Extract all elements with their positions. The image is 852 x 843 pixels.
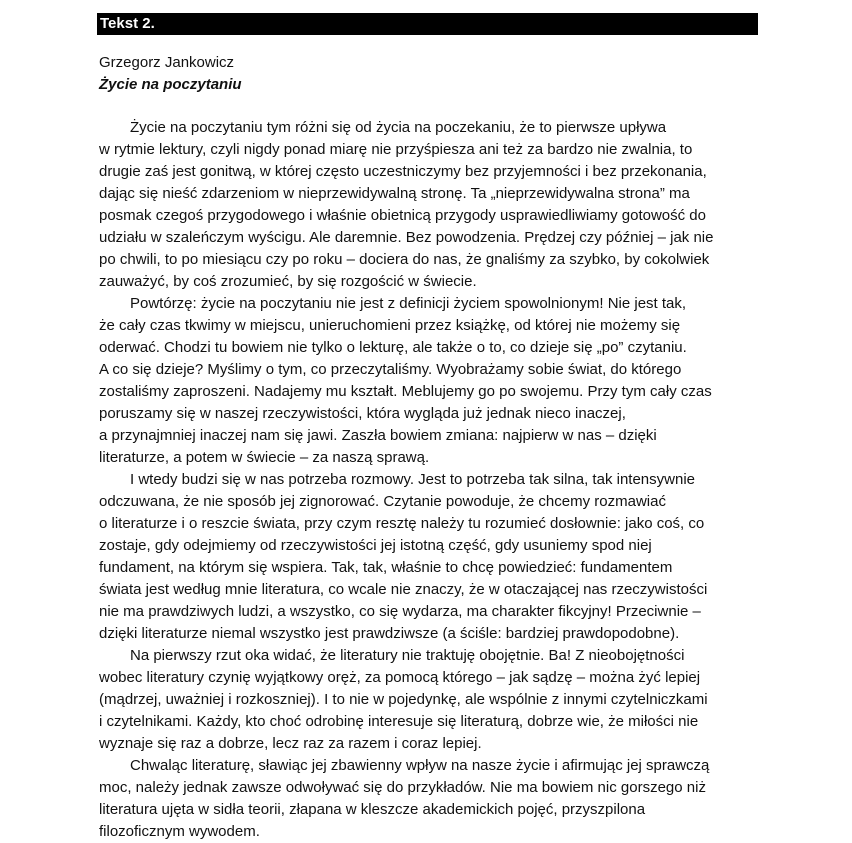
text-line: o literaturze i o reszcie świata, przy czym resztę należy tu rozumieć dosłownie: jako coś, co (99, 515, 705, 532)
text-line: dając się nieść zdarzeniom w nieprzewidywalną stronę. Ta „nieprzewidywalna strona” ma (99, 185, 690, 202)
text-line: udziału w szaleńczym wyścigu. Ale daremnie. Bez powodzenia. Prędzej czy później – jak nie (99, 229, 714, 246)
text-line: dzięki literaturze niemal wszystko jest prawdziwsze (a ściśle: bardziej prawdopodobne). (99, 625, 680, 642)
text-line: filozoficznym wywodem. (99, 823, 260, 840)
text-line: i czytelnikami. Każdy, kto choć odrobinę interesuje się literaturą, dobrze wie, że miłości nie (99, 713, 699, 730)
paragraph (99, 117, 759, 293)
essay-title: Życie na poczytaniu (99, 76, 242, 93)
text-line: świata jest według mnie literatura, co wcale nie znaczy, że w otaczającej nas rzeczywistości (99, 581, 708, 598)
text-line: posmak czegoś przygodowego i właśnie obietnicą przygody usprawiedliwiamy gotowość do (99, 207, 706, 224)
text-line: zostaje, gdy odejmiemy od rzeczywistości jej istotną część, gdy usuniemy spod niej (99, 537, 652, 554)
text-number-header (97, 13, 758, 35)
text-line: wobec literatury czynię wyjątkowy oręż, za pomocą którego – jak sądzę – można żyć lepiej (99, 669, 701, 686)
paragraph (99, 469, 759, 645)
text-line: a przynajmniej inaczej nam się jawi. Zaszła bowiem zmiana: najpierw w nas – dzięki (99, 427, 657, 444)
text-line: nie ma prawdziwych ludzi, a wszystko, co się wydarza, ma charakter fikcyjny! Przeciwnie – (99, 603, 701, 620)
text-line: w rytmie lektury, czyli nigdy ponad miarę nie przyśpiesza ani też za bardzo nie zwalnia, to (99, 141, 693, 158)
text-line: po chwili, to po miesiącu czy po roku – dociera do nas, że gnaliśmy za szybko, by cokolwiek (99, 251, 710, 268)
text-line: fundament, na którym się wspiera. Tak, tak, właśnie to chcę powiedzieć: fundamentem (99, 559, 673, 576)
text-line: A co się dzieje? Myślimy o tym, co przeczytaliśmy. Wyobrażamy sobie świat, do którego (99, 361, 682, 378)
text-line: Powtórzę: życie na poczytaniu nie jest z definicji życiem spowolnionym! Nie jest tak, (130, 295, 687, 312)
text-line: I wtedy budzi się w nas potrzeba rozmowy. Jest to potrzeba tak silna, tak intensywnie (130, 471, 695, 488)
text-line: zostaliśmy zaproszeni. Nadajemy mu kształt. Meblujemy go po swojemu. Przy tym cały czas (99, 383, 712, 400)
text-line: (mądrzej, uważniej i rozkoszniej). I to nie w pojedynkę, ale wspólnie z innymi czytelniczkami (99, 691, 708, 708)
text-line: drugie zaś jest gonitwą, w której często uczestniczymy bez przyjemności i bez przekonania, (99, 163, 707, 180)
text-line: moc, należy jednak zawsze odwoływać się do przykładów. Nie ma bowiem nic gorszego niż (99, 779, 706, 796)
paragraph (99, 293, 759, 469)
text-line: literatura ujęta w sidła teorii, złapana w kleszcze akademickich pojęć, przyszpilona (99, 801, 646, 818)
text-line: Na pierwszy rzut oka widać, że literatury nie traktuję obojętnie. Ba! Z nieobojętności (130, 647, 685, 664)
author-name: Grzegorz Jankowicz (99, 54, 235, 71)
text-line: Życie na poczytaniu tym różni się od życia na poczekaniu, że to pierwsze upływa (130, 119, 667, 136)
text-line: poruszamy się w naszej rzeczywistości, która wygląda już jednak nieco inaczej, (99, 405, 626, 422)
essay-body (99, 117, 759, 843)
text-line: oderwać. Chodzi tu bowiem nie tylko o lekturę, ale także o to, co dzieje się „po” czytaniu. (99, 339, 687, 356)
paragraph (99, 645, 759, 755)
text-line: Chwaląc literaturę, sławiąc jej zbawienny wpływ na nasze życie i afirmując jej sprawczą (130, 757, 710, 774)
text-line: że cały czas tkwimy w miejscu, unieruchomieni przez książkę, od której nie możemy się (99, 317, 681, 334)
text-line: odczuwana, że nie sposób jej zignorować. Czytanie powoduje, że chcemy rozmawiać (99, 493, 666, 510)
text-line: zauważyć, by coś zrozumieć, by się rozgościć w świecie. (99, 273, 477, 290)
paragraph (99, 755, 759, 843)
text-line: literaturze, a potem w świecie – za naszą sprawą. (99, 449, 430, 466)
text-number-label: Tekst 2. (100, 15, 155, 32)
text-line: wyznaje się raz a dobrze, lecz raz za razem i coraz lepiej. (99, 735, 482, 752)
